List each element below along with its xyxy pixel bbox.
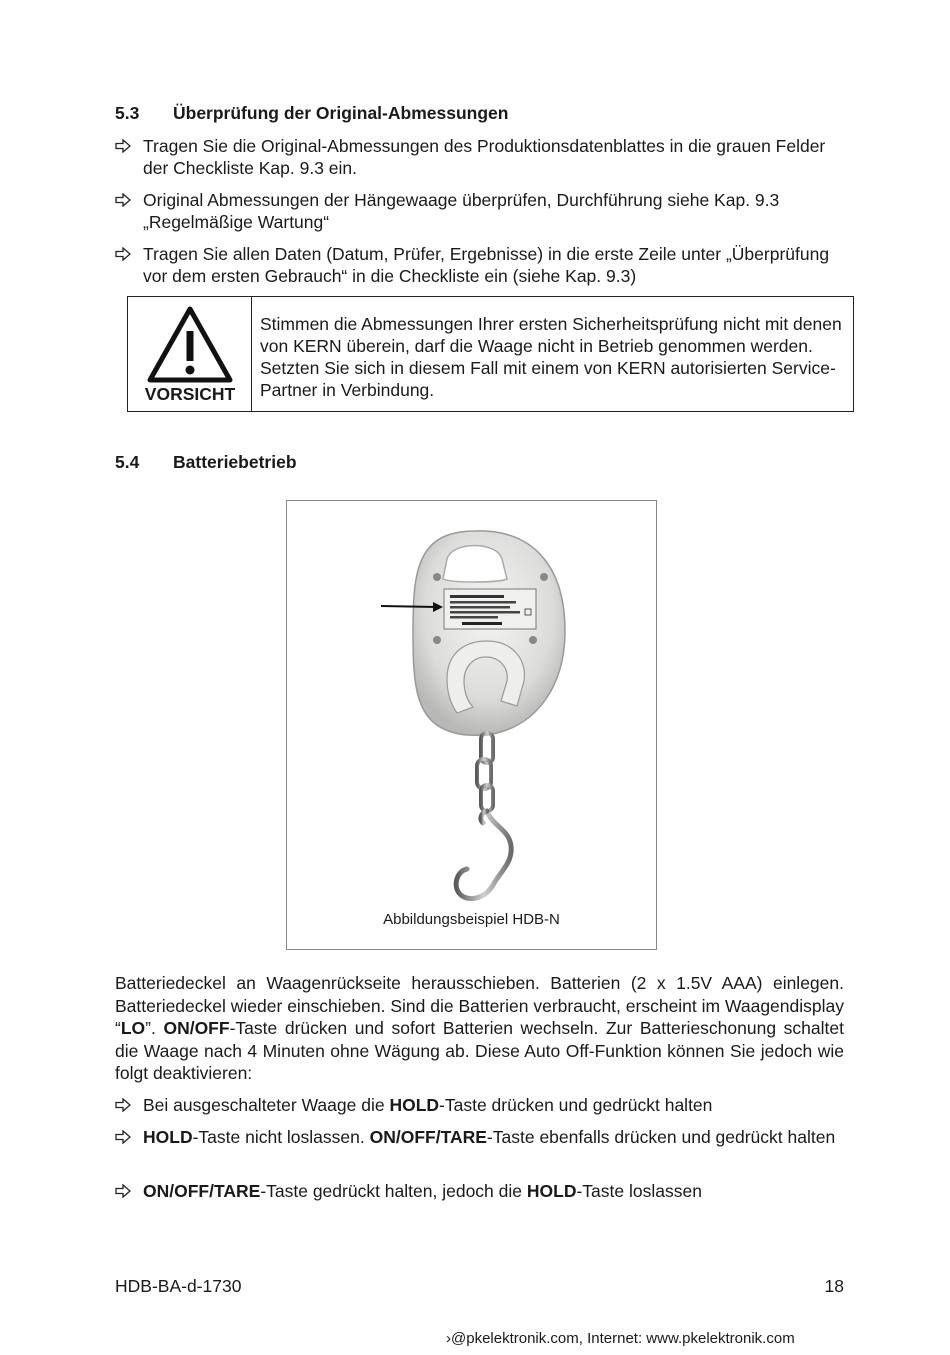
caution-symbol-cell xyxy=(128,297,252,411)
section-number: 5.3 xyxy=(115,103,140,123)
caution-text: Stimmen die Abmessungen Ihrer ersten Sicherheitsprüfung nicht mit denen von KERN überein, darf die Waage nicht in Betrieb genommen werden. Setzten Sie sich in diesem Fall mit einem von KERN autorisierten Service-Partner in Verbindung. xyxy=(260,314,842,400)
arrow-right-icon xyxy=(115,1184,131,1198)
section-heading-5-4 xyxy=(115,452,815,474)
key-name: ON/OFF xyxy=(163,1018,230,1038)
list-item xyxy=(115,1126,850,1148)
list-item-text: Tragen Sie allen Daten (Datum, Prüfer, Ergebnisse) in die erste Zeile unter „Überprüfung vor dem ersten Gebrauch“ in die Checkliste ein (siehe Kap. 9.3) xyxy=(143,244,830,286)
key-name: ON/OFF/TARE xyxy=(143,1181,261,1201)
list-item-text xyxy=(143,1126,850,1148)
document-id: HDB-BA-d-1730 xyxy=(115,1276,242,1296)
list-item-text xyxy=(143,1180,850,1202)
list-item-text: Original Abmessungen der Hängewaage überprüfen, Durchführung siehe Kap. 9.3 „Regelmäßige Wartung“ xyxy=(143,190,780,232)
caution-label: VORSICHT xyxy=(144,384,236,404)
arrow-right-icon xyxy=(115,1130,131,1144)
list-item xyxy=(115,1180,850,1202)
arrow-right-icon xyxy=(115,1098,131,1112)
list-text: -Taste loslassen xyxy=(576,1181,702,1201)
section-title: Überprüfung der Original-Abmessungen xyxy=(173,103,509,123)
arrow-right-icon xyxy=(115,247,131,261)
list-item xyxy=(115,1094,850,1116)
contact-line: ›@pkelektronik.com, Internet: www.pkelektronik.com xyxy=(446,1330,795,1347)
section-heading-5-3 xyxy=(115,103,815,125)
key-name: HOLD xyxy=(143,1127,193,1147)
list-item-text: Tragen Sie die Original-Abmessungen des Produktionsdatenblattes in die grauen Felder der Checkliste Kap. 9.3 ein. xyxy=(143,136,826,178)
figure-caption: Abbildungsbeispiel HDB-N xyxy=(383,911,560,928)
caution-box xyxy=(127,296,854,412)
warning-triangle-icon xyxy=(145,304,235,384)
paragraph-text: ”. xyxy=(145,1018,164,1038)
key-name: ON/OFF/TARE xyxy=(369,1127,487,1147)
key-name: HOLD xyxy=(526,1181,577,1201)
key-name: HOLD xyxy=(389,1095,440,1115)
figure xyxy=(286,500,657,950)
page-number: 18 xyxy=(824,1276,844,1296)
list-text: -Taste drücken und gedrückt halten xyxy=(439,1095,713,1115)
arrow-right-icon xyxy=(115,139,131,153)
list-text: -Taste nicht loslassen. xyxy=(192,1127,370,1147)
hanging-scale-illustration xyxy=(287,501,656,901)
section-number: 5.4 xyxy=(115,452,140,472)
list-item xyxy=(115,189,850,233)
paragraph-text: -Taste drücken und sofort Batterien wechseln. Zur Batterieschonung schaltet die Waage nach 4 Minuten ohne Wägung ab. Diese Auto Off-Funktion können Sie jedoch wie folgt deaktivieren: xyxy=(115,1018,844,1083)
list-text: -Taste gedrückt halten, jedoch die xyxy=(260,1181,527,1201)
arrow-right-icon xyxy=(115,193,131,207)
list-text: -Taste ebenfalls drücken und gedrückt halten xyxy=(486,1127,836,1147)
list-item xyxy=(115,135,850,179)
paragraph-text: Batteriedeckel an Waagenrückseite herausschieben. Batterien (2 x 1.5V AAA) einlegen. Batteriedeckel wieder einschieben. Sind die Batterien verbraucht, erscheint im Waagendisplay “ xyxy=(115,973,844,1038)
list-item xyxy=(115,243,850,287)
section-title: Batteriebetrieb xyxy=(173,452,297,472)
list-item-text xyxy=(143,1094,850,1116)
display-code: LO xyxy=(120,1018,146,1038)
list-text: Bei ausgeschalteter Waage die xyxy=(143,1095,390,1115)
body-paragraph xyxy=(115,972,844,1085)
